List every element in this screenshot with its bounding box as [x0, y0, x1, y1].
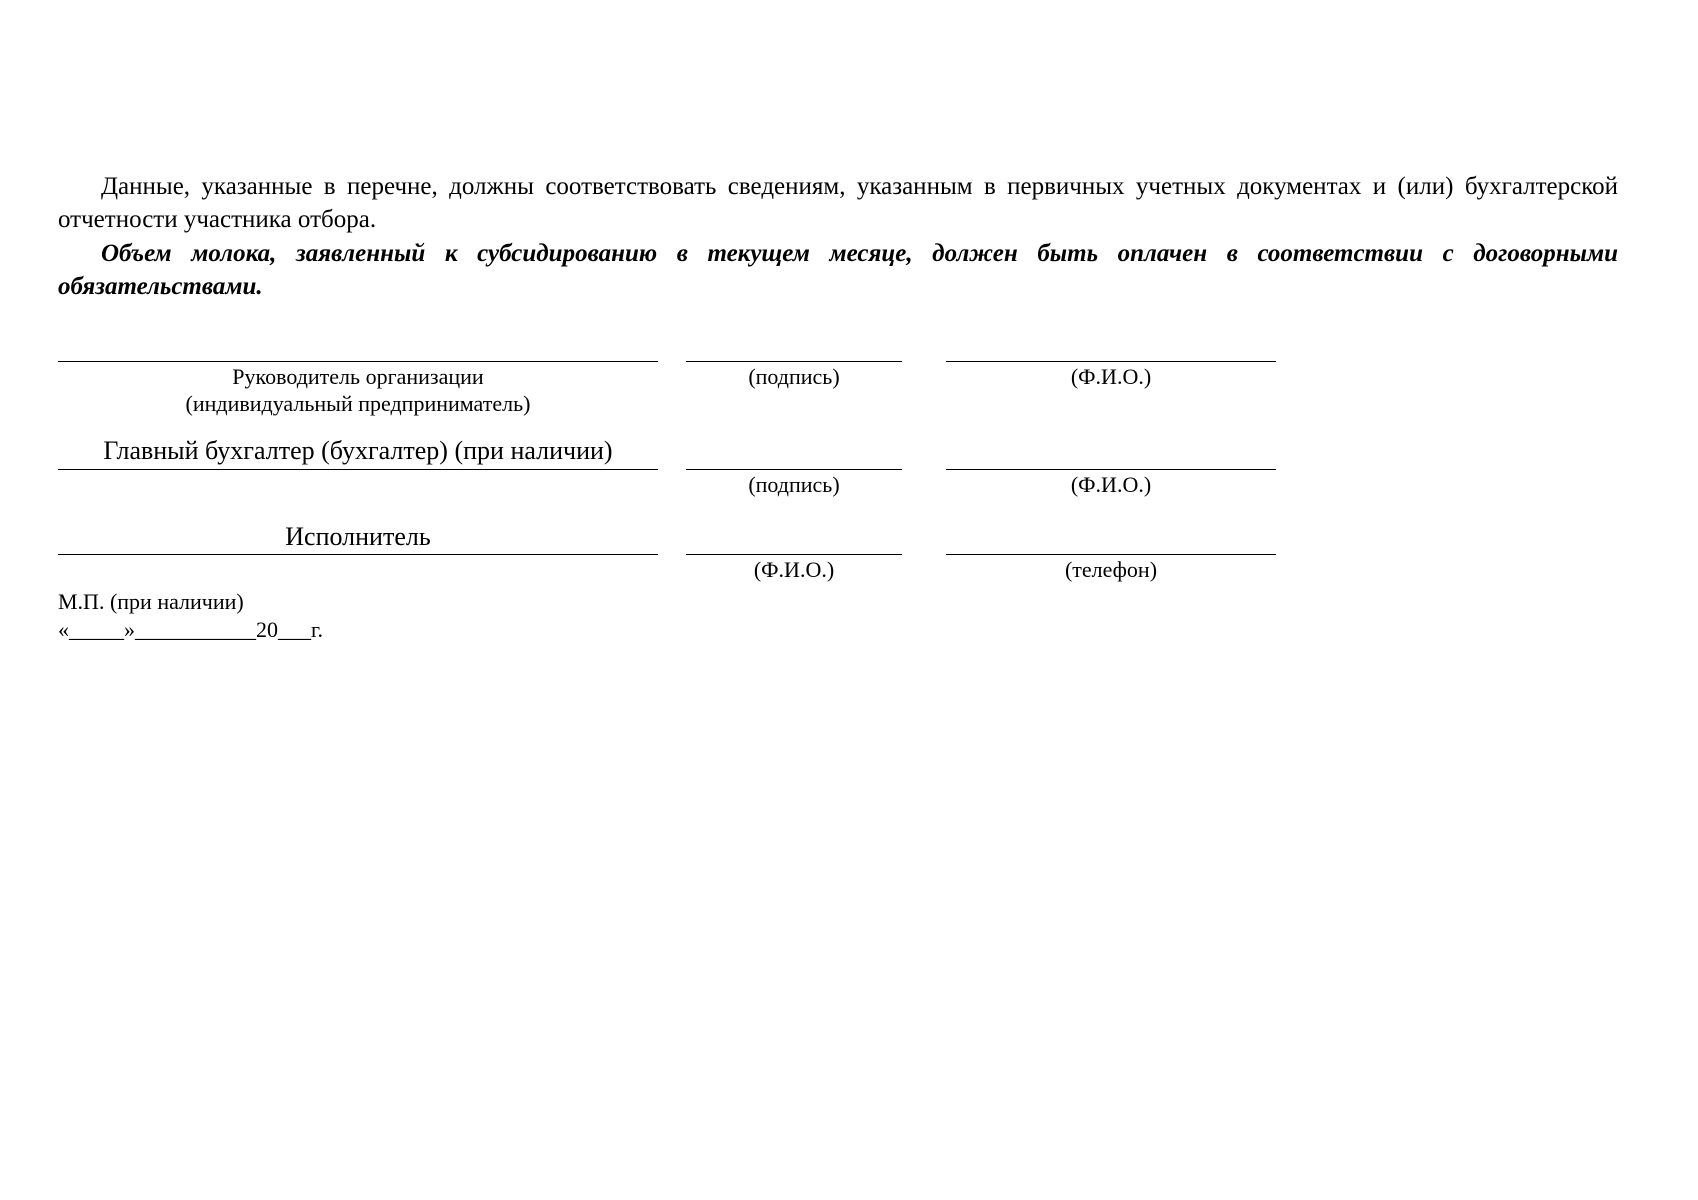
caption-signature: (подпись) [748, 364, 840, 389]
date-line: «_____»___________20___г. [58, 617, 324, 642]
signature-line-head-position [58, 361, 658, 362]
signature-line-executor-position [58, 554, 658, 555]
paragraph-milk-volume-note: Объем молока, заявленный к субсидированию в текущем месяце, должен быть оплачен в соответствии с договорными обязательствами. [58, 240, 1618, 300]
signature-line-accountant-position [58, 469, 658, 470]
label-chief-accountant: Главный бухгалтер (бухгалтер) (при наличии) [103, 436, 613, 465]
signature-line-accountant-signature [686, 469, 902, 470]
caption-full-name: (Ф.И.О.) [753, 557, 835, 582]
caption-full-name: (Ф.И.О.) [1070, 472, 1152, 497]
caption-head-organization: Руководитель организации [232, 364, 484, 389]
caption-individual-entrepreneur: (индивидуальный предприниматель) [185, 391, 531, 416]
signature-line-accountant-name [946, 469, 1276, 470]
caption-full-name: (Ф.И.О.) [1070, 364, 1152, 389]
caption-signature: (подпись) [748, 472, 840, 497]
label-executor: Исполнитель [285, 522, 431, 551]
signature-line-executor-phone [946, 554, 1276, 555]
paragraph-data-compliance: Данные, указанные в перечне, должны соответствовать сведениям, указанным в первичных учетных документах и (или) бухгалтерской отчетности участника отбора. [58, 173, 1618, 233]
signature-line-head-name [946, 361, 1276, 362]
signature-line-executor-name [686, 554, 902, 555]
signature-line-head-signature [686, 361, 902, 362]
stamp-label: М.П. (при наличии) [58, 589, 244, 614]
caption-phone: (телефон) [1064, 557, 1158, 582]
